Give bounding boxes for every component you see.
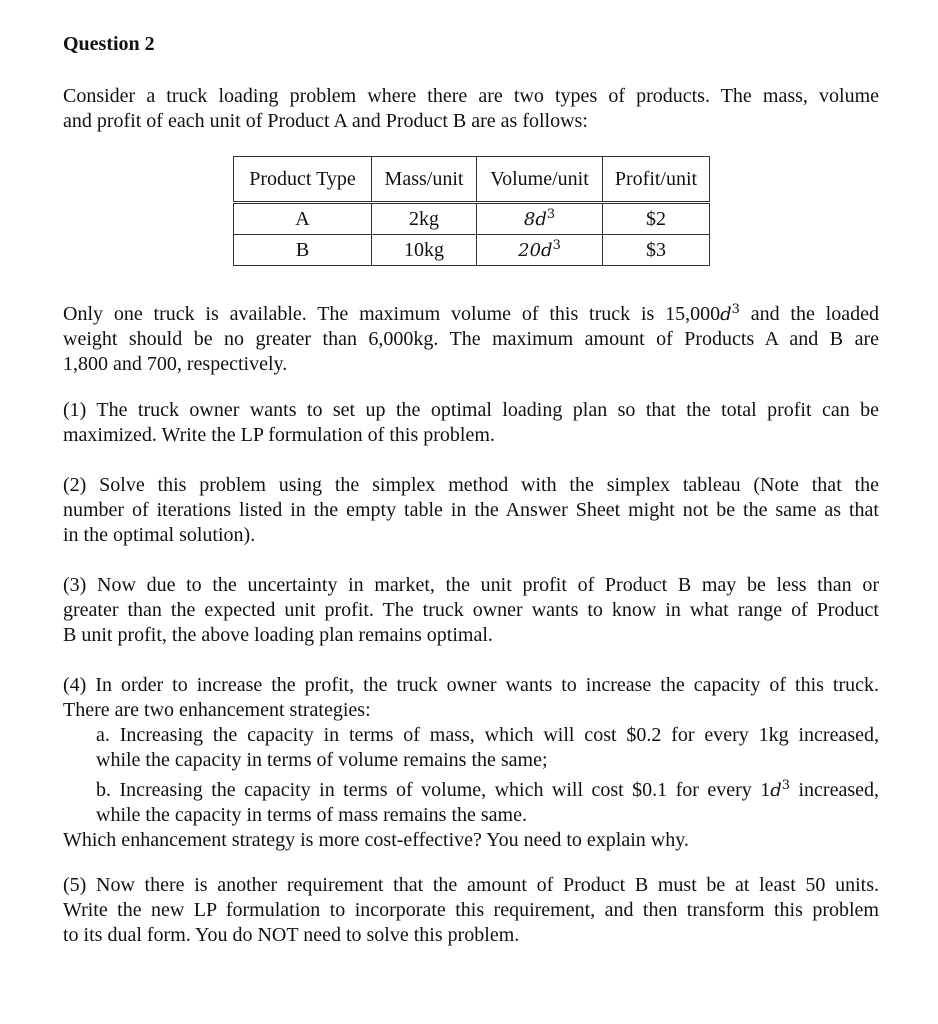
q3-line: B unit profit, the above loading plan remains optimal.: [63, 624, 493, 646]
volume-exp: 3: [546, 207, 556, 222]
q2-line: number of iterations listed in the empty table in the Answer Sheet might not be the same as that: [63, 499, 879, 521]
q4-line: There are two enhancement strategies:: [63, 699, 371, 721]
header-mass: Mass/unit: [372, 157, 477, 203]
q5-line: Write the new LP formulation to incorporate this requirement, and then transform this problem: [63, 899, 879, 921]
strategy-a-line: while the capacity in terms of volume remains the same;: [96, 749, 548, 771]
strategy-a-line: a. Increasing the capacity in terms of mass, which will cost $0.2 for every 1kg increased,: [96, 724, 879, 746]
question-4: [63, 673, 879, 853]
question-1: [63, 398, 879, 448]
table-row: [234, 235, 710, 266]
q4-line: (4) In order to increase the profit, the truck owner wants to increase the capacity of this truck.: [63, 674, 879, 696]
volume-var: d: [770, 780, 782, 801]
strategy-b-line: [63, 773, 879, 803]
strategy-b-line: while the capacity in terms of mass remains the same.: [96, 804, 527, 826]
constraints-line: [63, 297, 879, 327]
q1-line: (1) The truck owner wants to set up the optimal loading plan so that the total profit can be: [63, 399, 879, 421]
volume-exp: 3: [731, 302, 740, 317]
volume-exp: 3: [781, 778, 791, 793]
cell-type: B: [234, 235, 372, 266]
q5-line: to its dual form. You do NOT need to solve this problem.: [63, 924, 520, 946]
cell-volume: [477, 203, 603, 235]
cell-profit: $2: [603, 203, 710, 235]
cell-volume: [477, 235, 603, 266]
volume-var: d: [720, 304, 732, 325]
strategy-b-text: b. Increasing the capacity in terms of volume, which will cost $0.1 for every 1: [96, 779, 771, 801]
question-5: [63, 873, 879, 948]
header-volume: Volume/unit: [477, 157, 603, 203]
question-3: [63, 573, 879, 648]
cell-type: A: [234, 203, 372, 235]
cell-mass: 2kg: [372, 203, 477, 235]
q4-question-line: Which enhancement strategy is more cost-effective? You need to explain why.: [63, 829, 689, 851]
question-title: Question 2: [63, 33, 155, 55]
q2-line: (2) Solve this problem using the simplex method with the simplex tableau (Note that the: [63, 474, 879, 496]
q5-line: (5) Now there is another requirement that the amount of Product B must be at least 50 units.: [63, 874, 879, 896]
q1-line: maximized. Write the LP formulation of this problem.: [63, 424, 495, 446]
q3-line: greater than the expected unit profit. The truck owner wants to know in what range of Product: [63, 599, 879, 621]
volume-coef: 20: [518, 240, 542, 261]
intro-line: Consider a truck loading problem where there are two types of products. The mass, volume: [63, 85, 879, 107]
header-profit: Profit/unit: [603, 157, 710, 203]
constraints-line: 1,800 and 700, respectively.: [63, 353, 288, 375]
volume-variable: [720, 304, 740, 325]
table-header-row: [234, 157, 710, 203]
constraints-line: weight should be no greater than 6,000kg. The maximum amount of Products A and B are: [63, 328, 879, 350]
question-2: [63, 473, 879, 548]
intro-paragraph: [63, 84, 879, 134]
constraints-paragraph: [63, 297, 879, 377]
constraints-text: and the loaded: [739, 303, 879, 325]
cell-profit: $3: [603, 235, 710, 266]
volume-unit: d: [541, 240, 553, 261]
intro-line: and profit of each unit of Product A and Product B are as follows:: [63, 110, 588, 132]
cell-mass: 10kg: [372, 235, 477, 266]
product-table: [233, 156, 710, 266]
volume-coef: 8: [523, 209, 536, 230]
volume-unit: d: [535, 209, 547, 230]
constraints-text: Only one truck is available. The maximum volume of this truck is 15,000: [63, 303, 721, 325]
volume-exp: 3: [552, 238, 561, 253]
q3-line: (3) Now due to the uncertainty in market, the unit profit of Product B may be less than or: [63, 574, 879, 596]
table-row: [234, 203, 710, 235]
header-product-type: Product Type: [234, 157, 372, 203]
volume-variable: [770, 780, 790, 801]
strategy-b-text: increased,: [790, 779, 879, 801]
q2-line: in the optimal solution).: [63, 524, 256, 546]
